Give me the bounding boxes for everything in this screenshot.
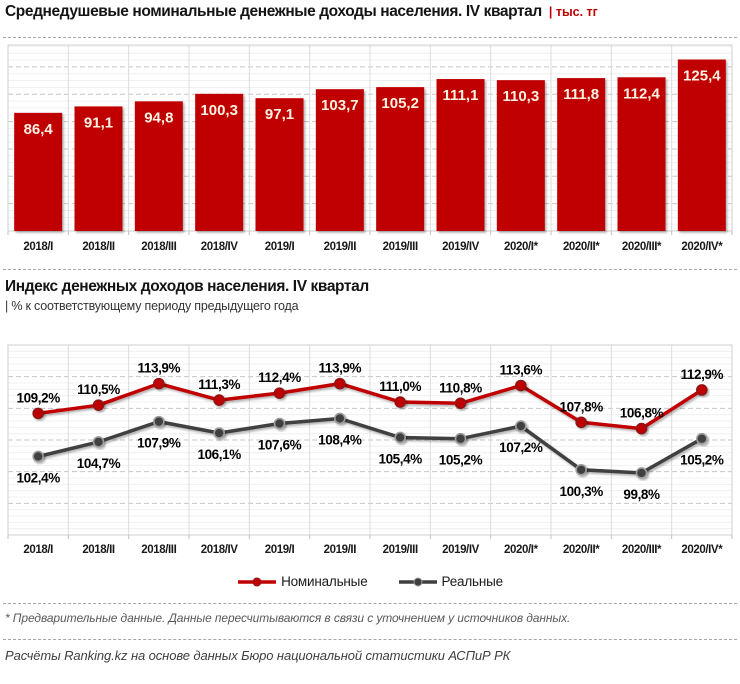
data-label-real: 104,7% <box>76 455 121 471</box>
data-label-nominal: 110,5% <box>77 382 120 398</box>
data-point-nominal <box>697 385 707 395</box>
data-point-real <box>395 432 405 442</box>
data-point-real <box>154 417 164 427</box>
x-axis-label: 2020/IV* <box>681 241 723 253</box>
data-label-real: 107,9% <box>137 435 181 451</box>
x-axis-label: 2019/I <box>264 241 295 253</box>
data-label-real: 107,2% <box>499 440 543 456</box>
x-axis-label: 2019/IV <box>442 544 479 556</box>
bar-chart <box>0 0 740 268</box>
line-chart-header <box>5 278 369 313</box>
data-point-real <box>637 468 647 478</box>
line-chart-subtitle: | % к соответствующему периоду предыдущего года <box>5 299 299 313</box>
data-point-real <box>33 451 43 461</box>
bar-value-label: 112,4 <box>623 85 660 103</box>
x-axis-label: 2018/I <box>23 241 53 253</box>
data-point-real <box>456 434 466 444</box>
data-label-real: 105,4% <box>378 451 422 467</box>
data-point-nominal <box>456 398 466 408</box>
data-label-real: 100,3% <box>559 483 603 499</box>
data-point-nominal <box>576 417 586 427</box>
data-point-real <box>516 421 526 431</box>
x-axis-label: 2019/III <box>382 241 418 253</box>
x-axis-label: 2018/II <box>82 544 115 556</box>
data-point-nominal <box>335 379 345 389</box>
data-point-nominal <box>154 379 164 389</box>
dashed-separator <box>3 639 737 640</box>
legend-item-real <box>398 574 503 589</box>
x-axis-label: 2019/III <box>382 544 418 556</box>
dashed-separator <box>3 269 737 270</box>
x-axis-label: 2018/III <box>141 544 177 556</box>
data-point-real <box>335 413 345 423</box>
x-axis-label: 2018/I <box>23 544 53 556</box>
bar-value-label: 111,8 <box>563 86 600 104</box>
dashed-separator <box>3 603 737 604</box>
chart-legend <box>0 574 740 589</box>
x-axis-label: 2020/IV* <box>681 544 723 556</box>
x-axis-label: 2018/IV <box>200 544 238 556</box>
data-label-nominal: 113,9% <box>318 360 362 376</box>
real-line-marker-icon <box>398 576 438 588</box>
nominal-line-marker-icon <box>237 576 277 588</box>
data-point-real <box>94 437 104 447</box>
data-point-nominal <box>275 388 285 398</box>
data-label-nominal: 113,6% <box>499 362 543 378</box>
x-axis-label: 2020/II* <box>562 544 600 556</box>
x-axis-label: 2020/II* <box>562 241 600 253</box>
bar-value-label: 94,8 <box>144 109 174 127</box>
data-point-nominal <box>94 400 104 410</box>
data-point-real <box>576 465 586 475</box>
bar-value-label: 97,1 <box>264 106 295 124</box>
data-label-nominal: 109,2% <box>16 390 60 406</box>
bar-chart-title: Среднедушевые номинальные денежные доходы населения. IV квартал <box>5 3 542 20</box>
data-label-real: 105,2% <box>438 452 483 468</box>
data-point-nominal <box>214 395 224 405</box>
source-text: Расчёты Ranking.kz на основе данных Бюро национальной статистики АСПиР РК <box>5 648 511 663</box>
data-label-real: 108,4% <box>318 432 362 448</box>
bar-value-label: 86,4 <box>23 120 53 138</box>
line-chart <box>0 330 740 565</box>
data-point-real <box>275 419 285 429</box>
data-point-nominal <box>33 408 43 418</box>
data-label-real: 105,2% <box>680 452 724 468</box>
legend-label-real: Реальные <box>441 574 503 589</box>
x-axis-label: 2019/II <box>323 544 357 556</box>
bar-value-label: 111,1 <box>442 87 479 105</box>
data-label-nominal: 110,8% <box>439 380 482 396</box>
x-axis-label: 2018/IV <box>200 241 238 253</box>
data-label-nominal: 106,8% <box>619 405 664 421</box>
legend-label-nominal: Номинальные <box>281 574 368 589</box>
bar-value-label: 103,7 <box>321 97 359 115</box>
data-label-nominal: 112,9% <box>680 366 724 382</box>
data-label-nominal: 111,3% <box>198 377 241 393</box>
bar-chart-unit-label: | тыс. тг <box>548 5 598 19</box>
data-point-real <box>214 428 224 438</box>
data-label-nominal: 107,8% <box>559 399 603 415</box>
x-axis-label: 2020/III* <box>621 241 662 253</box>
x-axis-label: 2019/I <box>264 544 295 556</box>
x-axis-label: 2018/III <box>141 241 177 253</box>
data-label-nominal: 112,4% <box>258 370 301 386</box>
bar <box>678 59 726 231</box>
x-axis-label: 2018/II <box>82 241 115 253</box>
bar-value-label: 125,4 <box>683 67 721 85</box>
x-axis-label: 2019/II <box>323 241 357 253</box>
bar-value-label: 91,1 <box>83 114 114 132</box>
legend-item-nominal <box>237 574 367 589</box>
data-point-nominal <box>516 381 526 391</box>
data-label-real: 102,4% <box>16 470 60 486</box>
data-label-real: 107,6% <box>257 437 302 453</box>
data-point-nominal <box>637 424 647 434</box>
x-axis-label: 2020/III* <box>621 544 662 556</box>
data-point-nominal <box>395 397 405 407</box>
data-label-real: 99,8% <box>623 486 660 502</box>
x-axis-label: 2019/IV <box>442 241 479 253</box>
x-axis-label: 2020/I* <box>504 544 538 556</box>
data-label-nominal: 113,9% <box>137 360 181 376</box>
x-axis-label: 2020/I* <box>504 241 538 253</box>
bar-value-label: 110,3 <box>502 88 540 106</box>
bar-value-label: 100,3 <box>200 101 238 119</box>
bar-value-label: 105,2 <box>381 95 419 113</box>
footnote-text: * Предварительные данные. Данные пересчитываются в связи с уточнением у источников данных. <box>5 611 571 625</box>
data-point-real <box>697 434 707 444</box>
line-chart-title: Индекс денежных доходов населения. IV квартал <box>5 278 369 295</box>
data-label-nominal: 111,0% <box>379 379 422 394</box>
data-label-real: 106,1% <box>197 447 241 463</box>
